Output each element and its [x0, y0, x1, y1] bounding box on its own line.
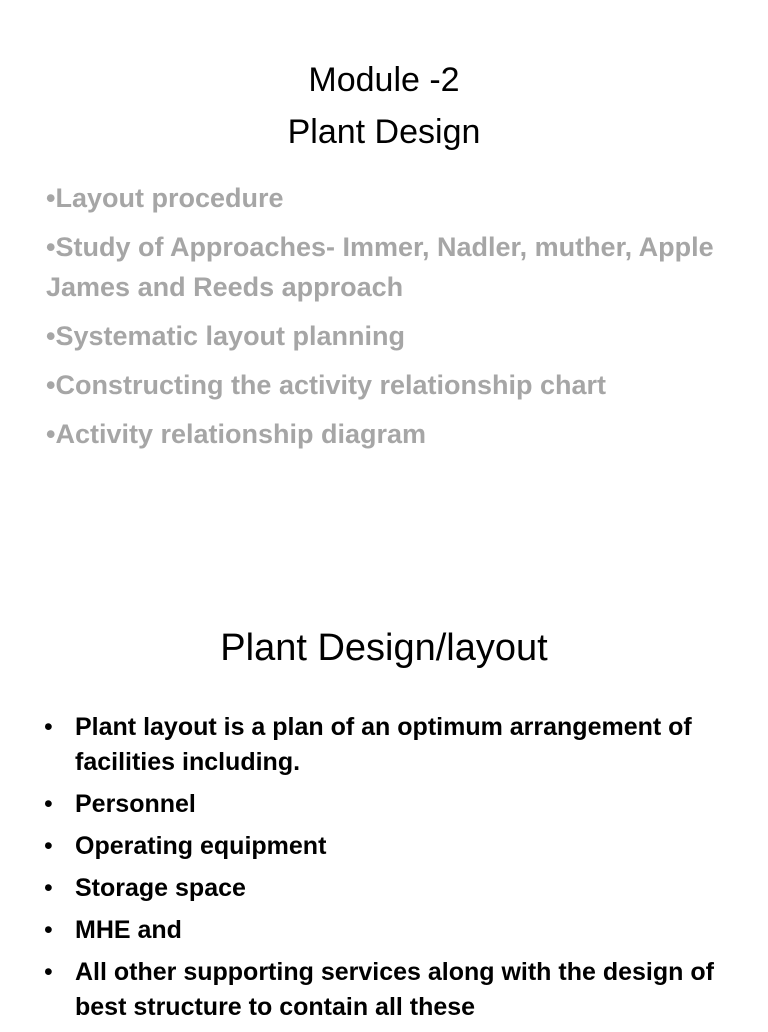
definition-item [44, 710, 744, 780]
bullet-dot-icon: • [44, 958, 53, 986]
topic-item-activity-relationship-diagram: •Activity relationship diagram [46, 419, 427, 449]
topic-item-activity-relationship-chart: •Constructing the activity relationship chart [46, 370, 607, 400]
bullet-dot-icon: • [44, 916, 53, 944]
slide-title-plant-design-layout: Plant Design/layout [220, 627, 548, 669]
bullet-dot-icon: • [44, 713, 53, 741]
slide-title-module: Module -2 [308, 61, 460, 99]
definition-list [44, 710, 744, 1032]
facility-text: Personnel [75, 790, 196, 818]
topic-item-layout-procedure: •Layout procedure [46, 183, 284, 213]
slide-plant-design-layout [0, 600, 768, 1024]
facility-text: MHE and [75, 916, 182, 944]
bullet-dot-icon: • [44, 874, 53, 902]
facility-item-storage-space [44, 871, 744, 906]
topic-list [46, 178, 746, 463]
definition-text: Plant layout is a plan of an optimum arrangement of facilities including. [75, 713, 692, 776]
facility-item-mhe [44, 913, 744, 948]
facility-text: Operating equipment [75, 832, 327, 860]
facility-item-operating-equipment [44, 829, 744, 864]
facility-item-supporting-services [44, 955, 744, 1025]
facility-text: All other supporting services along with the design of best structure to contain all these [75, 958, 714, 1021]
slide-title-plant-design: Plant Design [287, 113, 481, 151]
bullet-dot-icon: • [44, 790, 53, 818]
topic-item-systematic-layout-planning: •Systematic layout planning [46, 321, 406, 351]
topic-item-study-of-approaches: •Study of Approaches- Immer, Nadler, muther, Apple James and Reeds approach [46, 232, 714, 302]
bullet-dot-icon: • [44, 832, 53, 860]
facility-item-personnel [44, 787, 744, 822]
facility-text: Storage space [75, 874, 246, 902]
